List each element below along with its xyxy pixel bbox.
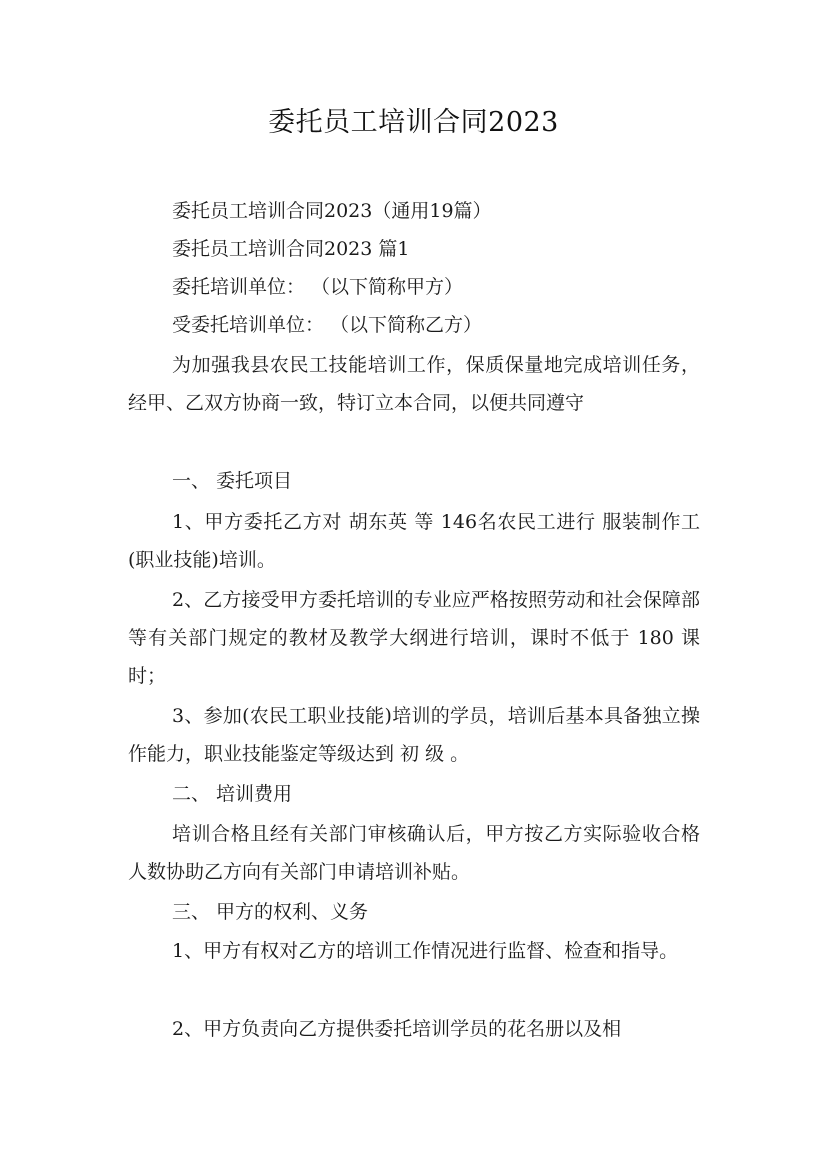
heading-entrusted-project: 一、 委托项目 bbox=[172, 470, 293, 492]
paragraph-item-1: 1、甲方委托乙方对 胡东英 等 146名农民工进行 服装制作工(职业技能)培训。 bbox=[128, 511, 700, 571]
paragraph-rights-2: 2、甲方负责向乙方提供委托培训学员的花名册以及相 bbox=[172, 1018, 622, 1040]
paragraph-fees: 培训合格且经有关部门审核确认后，甲方按乙方实际验收合格人数协助乙方向有关部门申请培训补贴。 bbox=[128, 823, 700, 883]
paragraph-item-2: 2、乙方接受甲方委托培训的专业应严格按照劳动和社会保障部等有关部门规定的教材及教学大纲进行培训，课时不低于 180 课时； bbox=[128, 589, 700, 687]
heading-party-a-rights: 三、 甲方的权利、义务 bbox=[172, 901, 369, 923]
document-title: 委托员工培训合同2023 bbox=[268, 107, 559, 138]
paragraph-preamble: 为加强我县农民工技能培训工作，保质保量地完成培训任务，经甲、乙双方协商一致，特订立本合同，以便共同遵守 bbox=[128, 354, 700, 414]
heading-training-fees: 二、 培训费用 bbox=[172, 783, 293, 805]
paragraph-section-heading: 委托员工培训合同2023 篇1 bbox=[172, 238, 410, 260]
paragraph-item-3: 3、参加(农民工职业技能)培训的学员，培训后基本具备独立操作能力，职业技能鉴定等级达到 初 级 。 bbox=[128, 705, 700, 765]
paragraph-party-b: 受委托培训单位： （以下简称乙方） bbox=[172, 314, 483, 336]
paragraph-party-a: 委托培训单位： （以下简称甲方） bbox=[172, 276, 464, 298]
paragraph-rights-1: 1、甲方有权对乙方的培训工作情况进行监督、检查和指导。 bbox=[172, 940, 679, 962]
paragraph-subtitle: 委托员工培训合同2023（通用19篇） bbox=[172, 200, 492, 222]
